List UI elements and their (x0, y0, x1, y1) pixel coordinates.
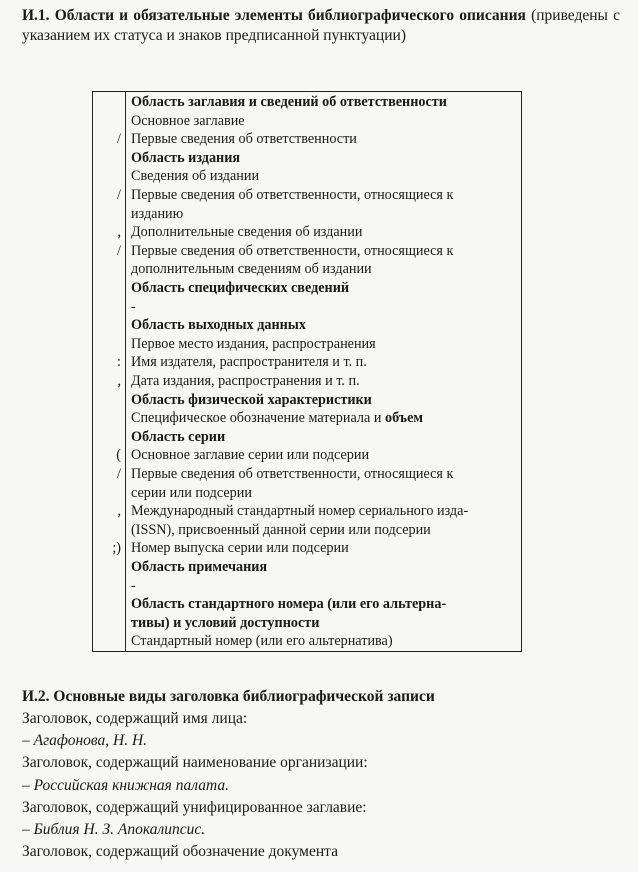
element-text: Первое место издания, распространения (131, 335, 376, 352)
table-row (93, 205, 523, 223)
element-name (131, 298, 136, 316)
table-row (93, 391, 523, 409)
table-row (93, 242, 523, 260)
table-row (93, 632, 523, 650)
section-1-subtitle: (приведены с указанием их статуса и знаков предписанной пунктуации) (22, 7, 620, 44)
element-text: Область примечания (131, 559, 268, 575)
area-heading (131, 93, 447, 111)
element-name (131, 484, 252, 502)
element-text: Дополнительные сведения об издании (131, 224, 363, 241)
table-row (93, 130, 523, 148)
element-name (131, 372, 360, 390)
area-heading (131, 558, 267, 576)
punctuation-mark: / (117, 242, 121, 259)
table-row (93, 298, 523, 316)
element-text: Международный стандартный номер сериального изда- (131, 503, 469, 520)
element-text: Стандартный номер (или его альтернатива) (131, 633, 393, 650)
element-text: - (131, 577, 136, 594)
table-row (93, 186, 523, 204)
table-row (93, 223, 523, 241)
table-row (93, 112, 523, 130)
element-name (131, 186, 453, 204)
area-heading (131, 595, 446, 613)
table-row (93, 577, 523, 595)
element-text: Область заглавия и сведений об ответственности (131, 94, 447, 110)
element-name (131, 539, 349, 557)
element-name (131, 409, 423, 427)
element-text: Первые сведения об ответственности (131, 131, 357, 148)
element-name (131, 632, 393, 650)
element-name (131, 502, 468, 520)
element-name (131, 446, 369, 464)
area-heading (131, 428, 225, 446)
element-text: Сведения об издании (131, 168, 260, 185)
element-text: тивы) и условий доступности (131, 614, 320, 631)
element-text: Область специфических сведений (131, 280, 350, 296)
table-row (93, 353, 523, 371)
element-text: Имя издателя, распространителя и т. п. (131, 354, 367, 371)
area-heading (131, 279, 349, 297)
element-text: Первые сведения об ответственности, относящиеся к (131, 187, 454, 203)
table-row (93, 446, 523, 464)
heading-type: Заголовок, содержащий обозначение документа (22, 843, 338, 861)
element-text: Основное заглавие (131, 112, 245, 129)
table-row (93, 260, 523, 278)
heading-type: Заголовок, содержащий наименование организации: (22, 754, 368, 772)
table-row (93, 167, 523, 185)
element-text: Область выходных данных (131, 317, 306, 334)
area-heading (131, 391, 372, 409)
element-text: Основное заглавие серии или подсерии (131, 447, 370, 464)
table-row (93, 484, 523, 502)
heading-example: – Агафонова, Н. Н. (22, 732, 148, 750)
section-2-title: И.2. Основные виды заголовка библиографической записи (22, 688, 435, 705)
punctuation-mark: , (117, 503, 121, 520)
element-text: Область стандартного номера (или его альтерна- (131, 596, 447, 613)
table-row (93, 539, 523, 557)
table-row (93, 316, 523, 334)
table-row (93, 409, 523, 427)
table-row (93, 521, 523, 539)
punctuation-mark: / (117, 466, 121, 482)
element-name (131, 242, 453, 260)
heading-example: – Российская книжная палата. (22, 776, 229, 794)
element-text: Первые сведения об ответственности, относящиеся к (131, 466, 454, 482)
element-text: Первые сведения об ответственности, относящиеся к (131, 242, 454, 259)
table-row (93, 614, 523, 632)
element-text-bold: объем (384, 410, 424, 427)
punctuation-mark: , (117, 224, 121, 241)
element-text: изданию (131, 205, 184, 222)
section-1-title: И.1. Области и обязательные элементы библиографического описания (22, 7, 526, 24)
table-row (93, 558, 523, 576)
punctuation-mark: , (117, 373, 121, 389)
table-row (93, 502, 523, 520)
element-name (131, 112, 245, 130)
table-row (93, 595, 523, 613)
element-name (131, 521, 431, 539)
punctuation-mark: / (117, 131, 121, 148)
element-name (131, 130, 357, 148)
element-name (131, 353, 367, 371)
heading-type: Заголовок, содержащий унифицированное заглавие: (22, 798, 367, 816)
table-row (93, 372, 523, 390)
element-name (131, 223, 362, 241)
heading-example: – Библия Н. З. Апокалипсис. (22, 821, 206, 838)
element-name (131, 167, 259, 185)
table-row (93, 465, 523, 483)
element-text: Номер выпуска серии или подсерии (131, 540, 349, 557)
element-text: (ISSN), присвоенный данной серии или подсерии (131, 521, 431, 538)
description-areas-table (92, 91, 522, 652)
element-text: - (131, 298, 136, 315)
element-text: Область физической характеристики (131, 391, 372, 408)
punctuation-mark: ( (116, 447, 121, 464)
table-row (93, 93, 523, 111)
element-text: Специфическое обозначение материала и (131, 410, 385, 427)
punctuation-mark: ;) (112, 540, 121, 557)
table-row (93, 279, 523, 297)
punctuation-mark: : (117, 354, 121, 371)
section-1-heading (22, 6, 620, 46)
element-name (131, 577, 136, 595)
heading-type: Заголовок, содержащий имя лица: (22, 710, 248, 727)
element-name (131, 260, 372, 278)
area-heading (131, 614, 319, 632)
area-heading (131, 316, 306, 334)
table-row (93, 335, 523, 353)
element-text: Область серии (131, 428, 226, 445)
element-name (131, 335, 376, 353)
area-heading (131, 149, 240, 167)
table-row (93, 428, 523, 446)
element-text: серии или подсерии (131, 484, 252, 501)
element-text: Область издания (131, 149, 241, 166)
table-row (93, 149, 523, 167)
punctuation-mark: / (117, 187, 121, 203)
element-name (131, 205, 183, 223)
element-text: Дата издания, распространения и т. п. (131, 373, 360, 389)
element-text: дополнительным сведениям об издании (131, 261, 372, 278)
element-name (131, 465, 453, 483)
